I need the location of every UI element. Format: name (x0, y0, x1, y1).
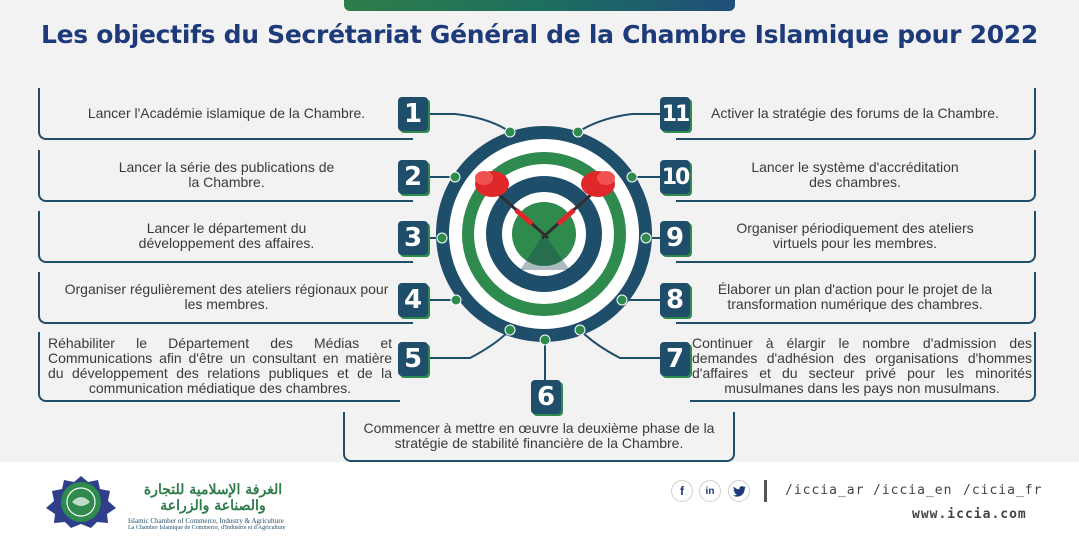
objective-5-box (38, 332, 400, 402)
logo-french-text: La Chambre Islamique de Commerce, d'Industrie et d'Agriculture (128, 525, 286, 531)
objective-10-box (676, 150, 1036, 202)
logo-english-text: Islamic Chamber of Commerce, Industry & Agriculture (128, 517, 284, 525)
objective-8-box (676, 272, 1036, 324)
linkedin-icon[interactable]: in (699, 480, 721, 502)
objective-9-text: Organiser périodiquement des ateliers virtuels pour les membres. (736, 220, 974, 251)
objective-5-number: 5 (398, 342, 428, 376)
objective-6-number: 6 (531, 380, 561, 414)
objective-11-text: Activer la stratégie des forums de la Chambre. (711, 104, 999, 121)
page-title: Les objectifs du Secrétariat Général de la Chambre Islamique pour 2022 (41, 20, 1038, 49)
objective-7-text: Continuer à élargir le nombre d'admission des demandes d'adhésion des organisations d'hommes d'affaires et du secteur privé pour les minorités musulmanes dans les pays non musulmans. (692, 335, 1032, 396)
objective-9-box (676, 211, 1036, 263)
objective-5-text: Réhabiliter le Département des Médias et Communications afin d'être un consultant en matière du développement des relations publiques et de la communication médiatique des chambres. (48, 335, 392, 396)
objective-4-box (38, 272, 413, 324)
objective-2-box (38, 150, 413, 202)
objective-11-box (676, 88, 1036, 140)
objective-7-box (690, 332, 1036, 402)
objective-6-box (343, 412, 735, 462)
objective-10-text: Lancer le système d'accréditation des chambres. (751, 159, 959, 190)
footer-separator (764, 480, 767, 502)
objective-11-number: 11 (660, 97, 690, 131)
facebook-icon[interactable]: f (671, 480, 693, 502)
twitter-icon[interactable] (728, 480, 750, 502)
iccia-emblem-logo (44, 474, 118, 528)
objective-1-number: 1 (398, 97, 428, 131)
objective-2-text: Lancer la série des publications de la Chambre. (118, 159, 335, 190)
objective-10-number: 10 (660, 160, 690, 194)
handle-arabic[interactable]: /iccia_ar (785, 483, 865, 498)
website-link[interactable]: www.iccia.com (912, 507, 1027, 522)
handle-french[interactable]: /cicia_fr (963, 483, 1043, 498)
objective-8-number: 8 (660, 283, 690, 317)
objective-9-number: 9 (660, 221, 690, 255)
logo-wordmark (128, 482, 298, 531)
objective-7-number: 7 (660, 342, 690, 376)
objective-6-text: Commencer à mettre en œuvre la deuxième phase de la stratégie de stabilité financière de la Chambre. (363, 420, 715, 451)
objective-3-box (38, 211, 413, 263)
handle-english[interactable]: /iccia_en (873, 483, 953, 498)
objective-4-text: Organiser régulièrement des ateliers régionaux pour les membres. (64, 281, 389, 312)
objective-4-number: 4 (398, 283, 428, 317)
logo-arabic-text: الغرفة الإسلامية للتجارة والصناعة والزراعة (143, 482, 283, 514)
objective-1-text: Lancer l'Académie islamique de la Chambre. (87, 104, 366, 121)
objective-2-number: 2 (398, 160, 428, 194)
objective-3-text: Lancer le département du développement des affaires. (138, 220, 315, 251)
objective-3-number: 3 (398, 221, 428, 255)
objective-1-box (38, 88, 413, 140)
objective-8-text: Élaborer un plan d'action pour le projet de la transformation numérique des chambres. (717, 281, 993, 312)
